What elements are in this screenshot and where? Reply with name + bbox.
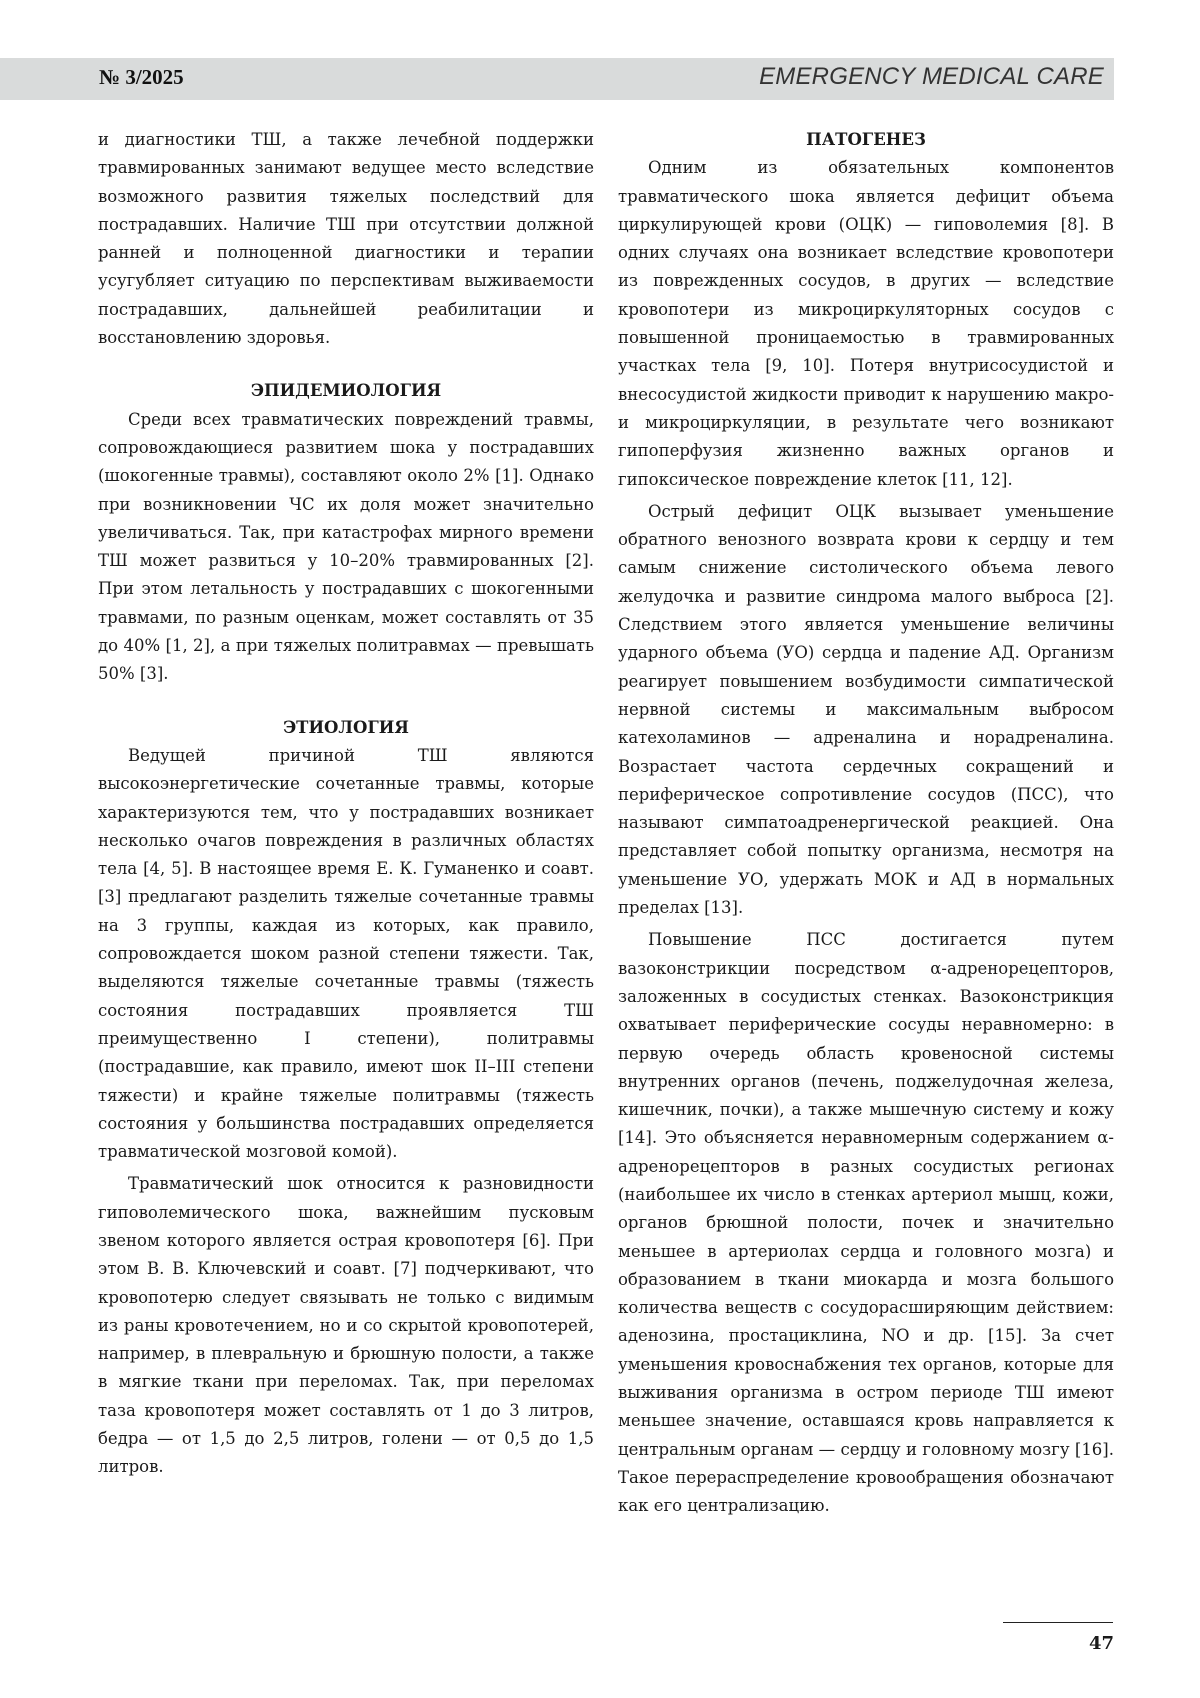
heading-etiology: ЭТИОЛОГИЯ [283, 717, 409, 737]
heading-pathogenesis: ПАТОГЕНЕЗ [806, 130, 926, 149]
paragraph-pathogenesis-3: Повышение ПСС достигается путем вазоконстрикции посредством α-адренорецепторов, заложенных в сосудистых стенках. Вазоконстрикция охватывает периферические сосуды неравномерно: в первую очередь область кровеносной системы внутренних органов (печень, поджелудочная железа, кишечник, почки), а также мышечную систему и кожу [14]. Это объясняется неравномерным содержанием α-адренорецепторов в разных сосудистых регионах (наибольшее их число в стенках артериол мышц, кожи, органов брюшной полости, почек и значительно меньшее в артериолах сердца и головного мозга) и образованием в ткани миокарда и мозга большого количества веществ с сосудорасширяющим действием: аденозина, простациклина, NO и др. [15]. За счет уменьшения кровоснабжения тех органов, которые для выживания организма в остром периоде ТШ имеют меньшее значение, оставшаяся кровь направляется к центральным органам — сердцу и головному мозгу [16]. Такое перераспределение кровообращения обозначают как его централизацию. [618, 930, 1114, 1516]
paragraph-etiology-1: Ведущей причиной ТШ являются высокоэнергетические сочетанные травмы, которые характеризуются тем, что у пострадавших возникает несколько очагов повреждения в различных областях тела [4, 5]. В настоящее время Е. К. Гуманенко и соавт. [3] предлагают разделить тяжелые сочетанные травмы на 3 группы, каждая из которых, как правило, сопровождается шоком разной степени тяжести. Так, выделяются тяжелые сочетанные травмы (тяжесть состояния пострадавших проявляется ТШ преимущественно I степени), политравмы (пострадавшие, как правило, имеют шок II–III степени тяжести) и крайне тяжелые политравмы (тяжесть состояния у большинства пострадавших определяется травматической мозговой комой). [98, 745, 594, 1162]
paragraph-pathogenesis-2: Острый дефицит ОЦК вызывает уменьшение обратного венозного возврата крови к сердцу и тем самым снижение систолического объема левого желудочка и развитие синдрома малого выброса [2]. Следствием этого является уменьшение величины ударного объема (УО) сердца и падение АД. Организм реагирует повышением возбудимости симпатической нервной системы и максимальным выбросом катехоламинов — адреналина и норадреналина. Возрастает частота сердечных сокращений и периферическое сопротивление сосудов (ПСС), что называют симпатоадренергической реакцией. Она представляет собой попытку организма, несмотря на уменьшение УО, удержать МОК и АД в нормальных пределах [13]. [618, 501, 1114, 918]
paragraph-intro-continued: и диагностики ТШ, а также лечебной поддержки травмированных занимают ведущее место вследствие возможного развития тяжелых последствий для пострадавших. Наличие ТШ при отсутствии должной ранней и полноценной диагностики и терапии усугубляет ситуацию по перспективам выживаемости пострадавших, дальнейшей реабилитации и восстановлению здоровья. [98, 130, 594, 348]
left-column [98, 126, 594, 1482]
page-number: 47 [1088, 1633, 1114, 1654]
paragraph-epidemiology: Среди всех травматических повреждений травмы, сопровождающиеся развитием шока у пострадавших (шокогенные травмы), составляют около 2% [1]. Однако при возникновении ЧС их доля может значительно увеличиваться. Так, при катастрофах мирного времени ТШ может развиться у 10–20% травмированных [2]. При этом летальность у пострадавших с шокогенными травмами, по разным оценкам, может составлять от 35 до 40% [1, 2], а при тяжелых политравмах — превышать 50% [3]. [98, 409, 594, 684]
paragraph-etiology-2: Травматический шок относится к разновидности гиповолемического шока, важнейшим пусковым звеном которого является острая кровопотеря [6]. При этом В. В. Ключевский и соавт. [7] подчеркивают, что кровопотерю следует связывать не только с видимым из раны кровотечением, но и со скрытой кровопотерей, например, в плевральную и брюшную полости, а также в мягкие ткани при переломах. Так, при переломах таза кровопотеря может составлять от 1 до 3 литров, бедра — от 1,5 до 2,5 литров, голени — от 0,5 до 1,5 литров. [98, 1174, 594, 1477]
right-column [618, 126, 1114, 1521]
issue-number: № 3/2025 [99, 65, 184, 89]
heading-epidemiology: ЭПИДЕМИОЛОГИЯ [250, 381, 442, 401]
paragraph-pathogenesis-1: Одним из обязательных компонентов травматического шока является дефицит объема циркулирующей крови (ОЦК) — гиповолемия [8]. В одних случаях она возникает вследствие кровопотери из поврежденных сосудов, в других — вследствие кровопотери из микроциркуляторных сосудов с повышенной проницаемостью в травмированных участках тела [9, 10]. Потеря внутрисосудистой и внесосудистой жидкости приводит к нарушению макро- и микроциркуляции, в результате чего возникают гипоперфузия жизненно важных органов и гипоксическое повреждение клеток [11, 12]. [618, 158, 1114, 489]
journal-header-bar [0, 58, 1114, 100]
journal-title: EMERGENCY MEDICAL CARE [759, 63, 1104, 90]
footer-rule [1003, 1622, 1113, 1623]
